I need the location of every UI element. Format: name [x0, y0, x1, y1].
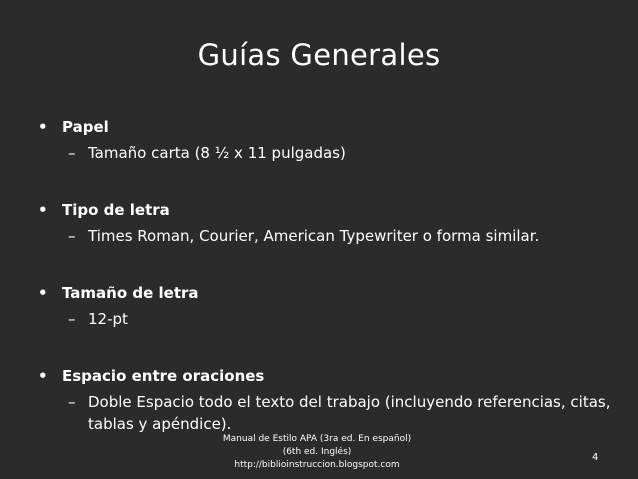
- footer-line: Manual de Estilo APA (3ra ed. En español): [222, 434, 412, 444]
- bullet-label: Papel: [62, 118, 109, 136]
- dash-icon: –: [68, 310, 76, 328]
- sub-bullet: [38, 142, 618, 164]
- bullet-heading: [38, 282, 618, 304]
- sub-bullet-text: Times Roman, Courier, American Typewriter o forma similar.: [88, 227, 540, 245]
- footer-line: (6th ed. Inglés): [282, 447, 352, 457]
- bullet-item-espacio-entre-oraciones: [38, 365, 618, 435]
- bullet-dot-icon: •: [38, 284, 48, 302]
- slide-title: Guías Generales: [197, 38, 441, 72]
- bullet-heading: [38, 116, 618, 138]
- bullet-dot-icon: •: [38, 201, 48, 219]
- dash-icon: –: [68, 144, 76, 162]
- dash-icon: –: [68, 227, 76, 245]
- bullet-item-papel: [38, 116, 618, 164]
- page-number: 4: [592, 452, 599, 463]
- bullet-label: Espacio entre oraciones: [62, 367, 265, 385]
- dash-icon: –: [68, 393, 76, 411]
- slide-content: [38, 116, 618, 435]
- bullet-item-tipo-de-letra: [38, 199, 618, 247]
- sub-bullet-text: Tamaño carta (8 ½ x 11 pulgadas): [88, 144, 346, 162]
- sub-bullet-text: Doble Espacio todo el texto del trabajo (incluyendo referencias, citas, tablas y apéndice).: [88, 393, 611, 433]
- sub-bullet: [38, 225, 618, 247]
- bullet-dot-icon: •: [38, 118, 48, 136]
- bullet-dot-icon: •: [38, 367, 48, 385]
- bullet-label: Tamaño de letra: [62, 284, 199, 302]
- bullet-heading: [38, 365, 618, 387]
- slide-footer: [200, 433, 434, 472]
- bullet-heading: [38, 199, 618, 221]
- bullet-item-tamano-de-letra: [38, 282, 618, 330]
- bullet-label: Tipo de letra: [62, 201, 170, 219]
- sub-bullet: [38, 391, 618, 435]
- sub-bullet: [38, 308, 618, 330]
- sub-bullet-text: 12-pt: [88, 310, 128, 328]
- footer-link: http://biblioinstruccion.blogspot.com: [234, 460, 400, 470]
